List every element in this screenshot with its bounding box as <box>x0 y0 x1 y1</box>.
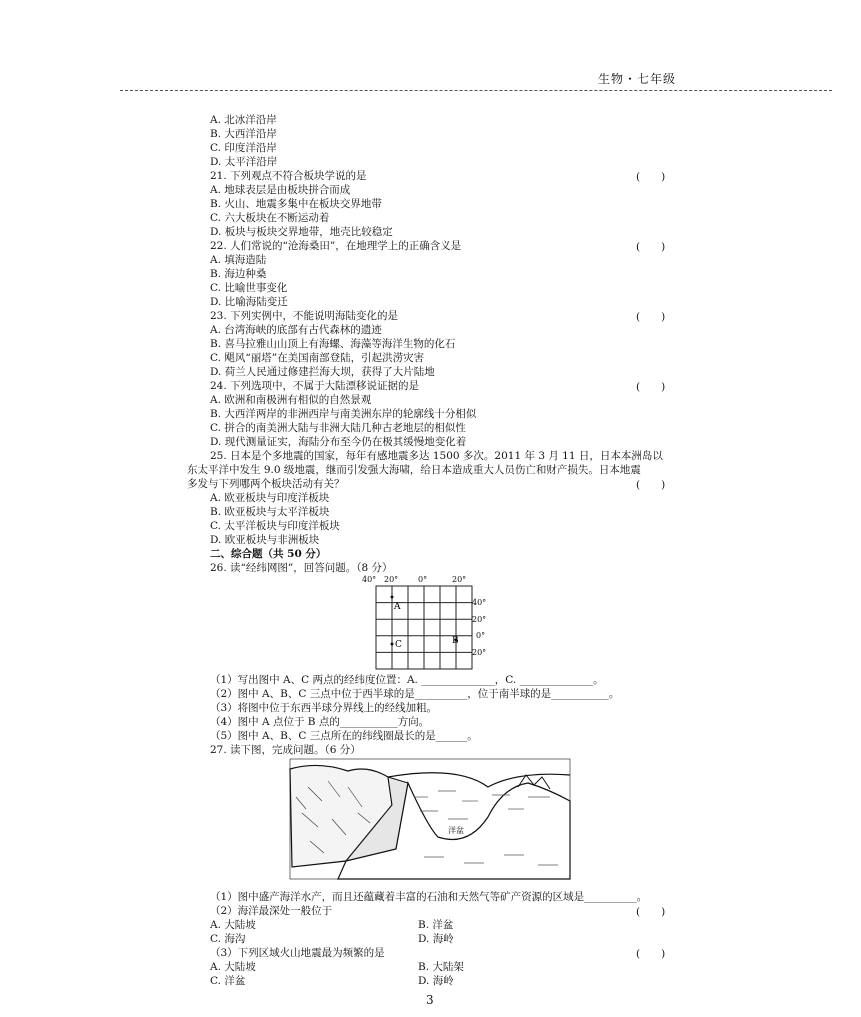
q25-option-d: D. 欧亚板块与非洲板块 <box>210 534 320 546</box>
page-number: 3 <box>426 993 434 1007</box>
q27-sub3-option-b: B. 大陆架 <box>418 961 464 973</box>
q26-stem: 26. 读“经纬网图”，回答问题。（8 分） <box>210 562 393 574</box>
q23-option-d: D. 荷兰人民通过修建拦海大坝，获得了大片陆地 <box>210 366 435 378</box>
grid-right-label: 40° <box>472 598 487 607</box>
q24-option-c: C. 拼合的南美洲大陆与非洲大陆几种古老地层的相似性 <box>210 422 466 434</box>
q23-option-c: C. 飓风“丽塔”在美国南部登陆，引起洪涝灾害 <box>210 352 425 364</box>
q22-option-a: A. 填海造陆 <box>210 254 267 266</box>
q24-option-b: B. 大西洋两岸的非洲西岸与南美洲东岸的轮廓线十分相似 <box>210 408 477 420</box>
q26-sub3: （3）将图中位于东西半球分界线上的经线加粗。 <box>210 702 438 714</box>
q27-sub3-option-c: C. 洋盆 <box>210 975 246 987</box>
section-title: 二、综合题（共 50 分） <box>210 548 327 560</box>
q25-stem-line3: 多发与下列哪两个板块活动有关？ <box>187 478 345 490</box>
q27-sub3: （3）下列区域火山地震最为频繁的是 <box>210 947 385 959</box>
q21-stem: 21. 下列观点不符合板块学说的是 <box>210 170 367 182</box>
q26-sub4: （4）图中 A 点位于 B 点的___________方向。 <box>210 716 430 728</box>
q21-option-c: C. 六大板块在不断运动着 <box>210 212 330 224</box>
q26-sub2: （2）图中 A、B、C 三点中位于西半球的是__________，位于南半球的是___________。 <box>210 688 620 700</box>
q26-sub5: （5）图中 A、B、C 三点所在的纬线圈最长的是______。 <box>210 730 478 742</box>
q24-option-d: D. 现代测量证实，海陆分布至今仍在极其缓慢地变化着 <box>210 436 467 448</box>
q27-sub2: （2）海洋最深处一般位于 <box>210 905 333 917</box>
grid-top-label: 20° <box>384 575 399 584</box>
q25-option-c: C. 太平洋板块与印度洋板块 <box>210 520 340 532</box>
q23-stem: 23. 下列实例中，不能说明海陆变化的是 <box>210 310 399 322</box>
grid-top-label: 0° <box>418 575 428 584</box>
q21-option-d: D. 板块与板块交界地带，地壳比较稳定 <box>210 226 393 238</box>
q21-option-b: B. 火山、地震多集中在板块交界地带 <box>210 198 382 210</box>
q25-stem-line1: 25. 日本是个多地震的国家，每年有感地震多达 1500 多次。2011 年 3 月 11 日，日本本洲岛以 <box>210 450 663 462</box>
q22-answer-paren: ( ) <box>636 241 666 253</box>
q27-sub3-answer-paren: ( ) <box>636 948 666 960</box>
q27-sub2-option-b: B. 洋盆 <box>418 919 454 931</box>
q21-option-a: A. 地球表层是由板块拼合而成 <box>210 184 351 196</box>
q27-sub2-option-a: A. 大陆坡 <box>210 919 256 931</box>
grid-top-label: 20° <box>452 575 467 584</box>
q25-stem-line2: 东太平洋中发生 9.0 级地震，继而引发强大海啸，给日本造成重大人员伤亡和财产损失。日本地震 <box>187 464 641 476</box>
q23-answer-paren: ( ) <box>636 311 666 323</box>
q23-option-b: B. 喜马拉雅山山顶上有海螺、海藻等海洋生物的化石 <box>210 338 456 350</box>
grid-right-label: 20° <box>472 648 487 657</box>
q25-option-b: B. 欧亚板块与太平洋板块 <box>210 506 330 518</box>
q20-option-a: A. 北冰洋沿岸 <box>210 114 277 126</box>
q27-sub2-option-c: C. 海沟 <box>210 933 246 945</box>
q27-sub1: （1）图中盛产海洋水产，而且还蕴藏着丰富的石油和天然气等矿产资源的区域是__________。 <box>210 891 648 903</box>
q22-option-d: D. 比喻海陆变迁 <box>210 296 288 308</box>
grid-top-label: 40° <box>362 575 377 584</box>
q24-stem: 24. 下列选项中，不属于大陆漂移说证据的是 <box>210 380 420 392</box>
q20-option-c: C. 印度洋沿岸 <box>210 142 277 154</box>
grid-right-label: 0° <box>476 631 486 640</box>
q27-sub3-option-d: D. 海岭 <box>418 975 454 987</box>
q25-option-a: A. 欧亚板块与印度洋板块 <box>210 492 330 504</box>
q22-stem: 22. 人们常说的“沧海桑田”，在地理学上的正确含义是 <box>210 240 462 252</box>
point-a-label: A <box>394 602 401 612</box>
q20-option-d: D. 太平洋沿岸 <box>210 156 278 168</box>
header-title: 生物・七年级 <box>598 72 677 86</box>
q24-answer-paren: ( ) <box>636 381 666 393</box>
q27-sub2-option-d: D. 海岭 <box>418 933 454 945</box>
header-divider <box>120 90 832 91</box>
point-b-label: B <box>452 636 459 646</box>
q27-sub3-option-a: A. 大陆坡 <box>210 961 256 973</box>
q26-sub1: （1）写出图中 A、C 两点的经纬度位置：A. ______________，C. ______________。 <box>210 674 604 686</box>
q27-sub2-answer-paren: ( ) <box>636 906 666 918</box>
q22-option-c: C. 比喻世事变化 <box>210 282 288 294</box>
point-c-label: C <box>395 640 402 650</box>
q25-answer-paren: ( ) <box>636 479 666 491</box>
q22-option-b: B. 海边种桑 <box>210 268 267 280</box>
q27-stem: 27. 读下图，完成问题。（6 分） <box>210 744 361 756</box>
grid-right-label: 20° <box>472 615 487 624</box>
q24-option-a: A. 欧洲和南极洲有相似的自然景观 <box>210 394 372 406</box>
q21-answer-paren: ( ) <box>636 171 666 183</box>
q20-option-b: B. 大西洋沿岸 <box>210 128 277 140</box>
point-a-marker <box>391 596 394 599</box>
ocean-basin-label: 洋盆 <box>448 826 464 835</box>
ocean-floor-diagram <box>288 757 572 883</box>
q23-option-a: A. 台湾海峡的底部有古代森林的遗迹 <box>210 324 382 336</box>
lat-lon-grid-figure <box>358 572 498 672</box>
point-c-marker <box>391 643 394 646</box>
